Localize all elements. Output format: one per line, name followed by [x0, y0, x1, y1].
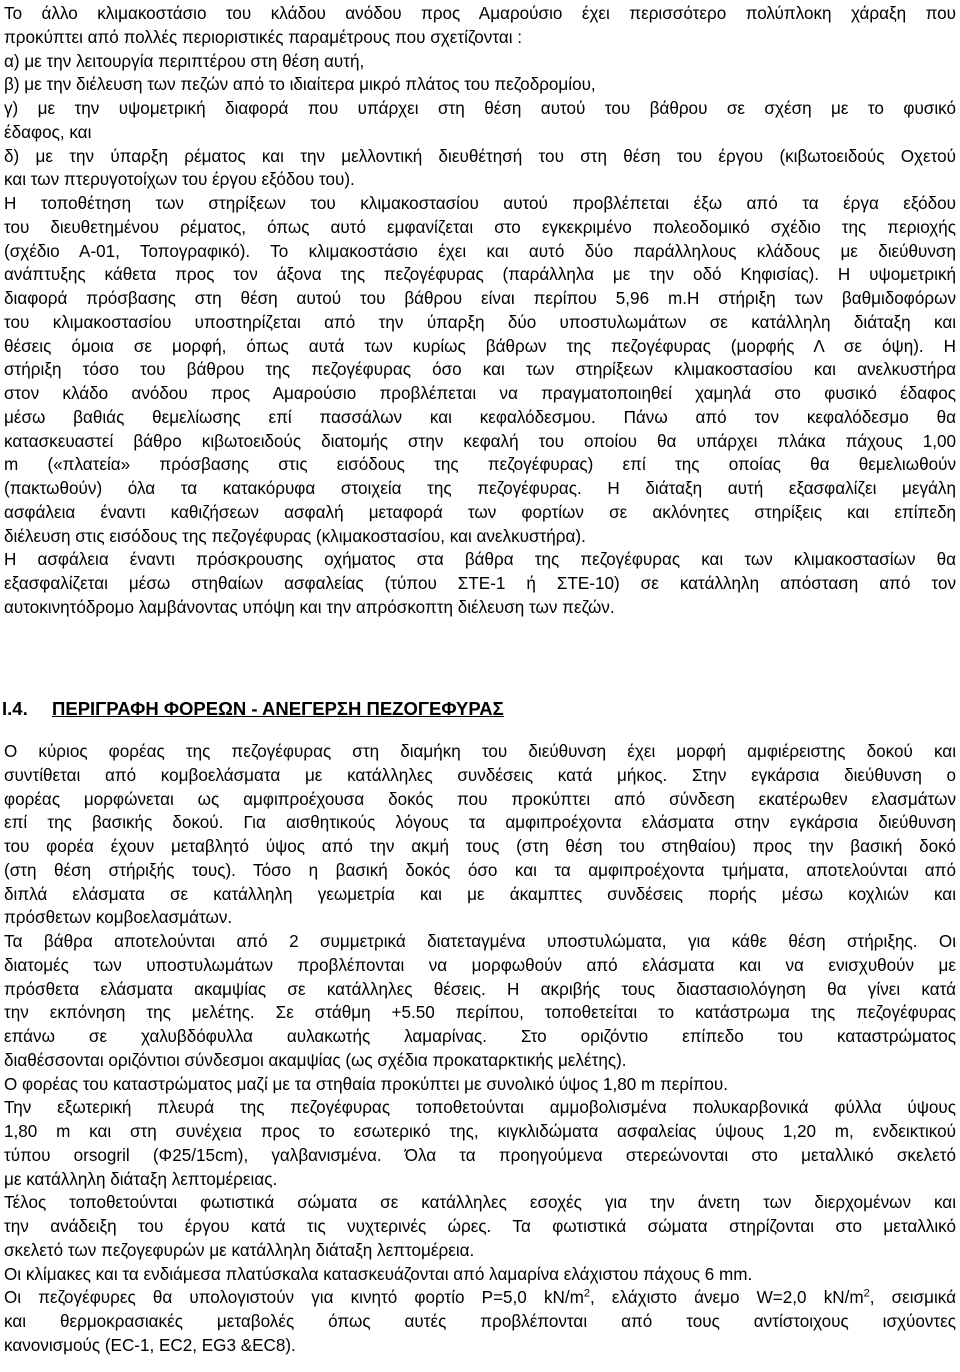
text-line [4, 1286, 956, 1310]
text-line: φορέας μορφώνεται ως αμφιπροέχουσα δοκός που προκύπτει από σύνδεση εκατέρωθεν ελασμάτων [4, 789, 956, 809]
text-line: συντίθεται από κομβοελάσματα με κατάλληλες συνδέσεις κατά μήκος. Στην εγκάρσια διεύθυνση ο [4, 765, 956, 785]
body-text-upper [4, 2, 956, 620]
text-line: του διευθετημένου ρέματος, όπως αυτό εμφανίζεται στο εγκεκριμένο πολεοδομικό σχέδιο της περιοχής [4, 217, 956, 237]
paragraph [4, 548, 956, 619]
text-line: Ο φορέας του καταστρώματος μαζί με τα στηθαία προκύπτει με συνολικό ύψος 1,80 m περίπου. [4, 1074, 729, 1094]
paragraph [4, 1263, 956, 1287]
text-line: διπλά ελάσματα σε κατάλληλη γεωμετρία και με άκαμπτες συνδέσεις πορής μέσω κοχλιών και [4, 884, 956, 904]
text-line: πρόσθετων κομβοελασμάτων. [4, 908, 233, 928]
text-line: και των πτερυγοτοίχων του έργου εξόδου του). [4, 170, 355, 190]
paragraph [4, 50, 956, 74]
text-line: σκελετό των πεζογεφυρών με κατάλληλη διάταξη λεπτομέρεια. [4, 1240, 475, 1260]
section-number: I.4. [2, 698, 28, 719]
paragraph [4, 1096, 956, 1191]
body-text-lower [4, 740, 956, 1358]
text-line: διατομές των υποστυλωμάτων προβλέπονται να μορφωθούν από ελάσματα και να ενισχυθούν με [4, 955, 956, 975]
text-line: β) με την διέλευση των πεζών από το ιδιαίτερα μικρό πλάτος του πεζοδρομίου, [4, 75, 596, 95]
text-line: Οι κλίμακες και τα ενδιάμεσα πλατύσκαλα κατασκευάζονται από λαμαρίνα ελάχιστου πάχους 6 mm. [4, 1264, 753, 1284]
text-line: (σχέδιο Α-01, Τοπογραφικό). Το κλιμακοστάσιο έχει και αυτό δύο παράλληλους κλάδους με διεύθυνση [4, 241, 956, 261]
text-line: Ο κύριος φορέας της πεζογέφυρας στη διαμήκη του διεύθυνση έχει μορφή αμφιέρειστης δοκού και [4, 742, 956, 761]
text-line: m («πλατεία» πρόσβασης στις εισόδους της πεζογέφυρας) επί της οποίας θα θεμελιωθούν [4, 455, 956, 475]
text-line: και θερμοκρασιακές μεταβολές όπως αυτές προβλέπονται από τους αντίστοιχους ισχύοντες [4, 1312, 956, 1331]
text-line: (στη θέση στήριξής τους). Τόσο η βασική δοκός όσο και τα αμφιπροέχοντα τμήματα, αποτελούνται από [4, 860, 956, 880]
text-line: προκύπτει από πολλές περιοριστικές παραμέτρους που σχετίζονται : [4, 27, 523, 47]
paragraph [4, 145, 956, 193]
paragraph [4, 1073, 956, 1097]
text-line: αυτοκινητόδρομο λαμβάνοντας υπόψη και την απρόσκοπτη διέλευση των πεζών. [4, 597, 615, 617]
paragraph [4, 73, 956, 97]
text-line: δ) με την ύπαρξη ρέματος και την μελλοντική διευθέτησή του στη θέση του έργου (κιβωτοειδούς Οχετού [4, 146, 956, 166]
text-line: (πακτωθούν) όλα τα κατακόρυφα στοιχεία της πεζογέφυρας. Η διάταξη αυτή εξασφαλίζει μεγάλη [4, 479, 956, 498]
paragraph [4, 97, 956, 145]
text-line: Την εξωτερική πλευρά της πεζογέφυρας τοποθετούνται αμμοβολισμένα πολυκαρβονικά φύλλα ύψους [4, 1098, 956, 1118]
text-line: θέσεις όμοια σε μορφή, όπως αυτά των κυρίως βάθρων της πεζογέφυρας (μορφής Λ σε όψη). Η [4, 336, 956, 356]
text-line: Το άλλο κλιμακοστάσιο του κλάδου ανόδου προς Αμαρούσιο έχει περισσότερο πολύπλοκη χάραξη που [4, 4, 956, 23]
text-line: Τα βάθρα αποτελούνται από 2 συμμετρικά διατεταγμένα υποστυλώματα, για κάθε θέση στήριξης. Οι [4, 932, 956, 951]
text-line: έδαφος, και [4, 122, 92, 142]
text-line: Η ασφάλεια έναντι πρόσκρουσης οχήματος στα βάθρα της πεζογέφυρας και των κλιμακοστασίων θα [4, 550, 956, 570]
text-line: του κλιμακοστασίου υποστηρίζεται από την ύπαρξη δύο υποστυλωμάτων σε κατάλληλη διάταξη και [4, 312, 956, 332]
text-line: 1,80 m και στη συνέχεια προς το εσωτερικό της, κιγκλιδώματα ασφαλείας ύψους 1,20 m, ενδεικτικού [4, 1122, 956, 1141]
superscript: 2 [583, 1287, 590, 1300]
section-heading [2, 697, 504, 721]
text-run: , ελάχιστο άνεμο W=2,0 kN/m [589, 1288, 864, 1308]
section-title: ΠΕΡΙΓΡΑΦΗ ΦΟΡΕΩΝ - ΑΝΕΓΕΡΣΗ ΠΕΖΟΓΕΦΥΡΑΣ [52, 698, 504, 719]
text-line: κανονισμούς (EC-1, EC2, EG3 &EC8). [4, 1335, 296, 1355]
text-line: διαθέσσονται οριζόντιοι σύνδεσμοι ακαμψίας (ως σχέδια προκαταρκτικής μελέτης). [4, 1050, 627, 1070]
text-line: την εκπόνηση της μελέτης. Σε στάθμη +5.50 περίπου, τοποθετείται το κατάστρωμα της πεζογέφυρας [4, 1003, 956, 1023]
text-line: με κατάλληλη διάταξη λεπτομέρειας. [4, 1169, 278, 1189]
paragraph [4, 1191, 956, 1262]
text-line: μέσω βαθιάς θεμελίωσης επί πασσάλων και κεφαλόδεσμου. Πάνω από τον κεφαλόδεσμο θα [4, 407, 956, 427]
text-line: του φορέα έχουν μεταβλητό ύψος από την ακμή τους (στη θέση του στηθαίου) προς την βασική δοκό [4, 837, 956, 856]
text-line: τύπου orsogril (Φ25/15cm), γαλβανισμένα. Όλα τα προηγούμενα στερεώνονται στο μεταλλικό σκελετό [4, 1145, 956, 1165]
text-line: εξασφαλίζεται μέσω στηθαίων ασφαλείας (τύπου ΣΤΕ-1 ή ΣΤΕ-10) σε κατάλληλη απόσταση από τον [4, 574, 956, 593]
text-line: στον κλάδο ανόδου προς Αμαρούσιο προβλέπεται να πραγματοποιηθεί χαμηλά στο φυσικό έδαφος [4, 384, 956, 403]
paragraph [4, 2, 956, 50]
text-line: κατασκευαστεί βάθρο κιβωτοειδούς διατομής στην κεφαλή του οποίου θα υπάρχει πλάκα πάχους 1,00 [4, 431, 956, 451]
text-line: α) με την λειτουργία περιπτέρου στη θέση αυτή, [4, 51, 365, 71]
text-line: ανάπτυξης κάθετα προς τον άξονα της πεζογέφυρας (παράλληλα με την οδό Κηφισίας). Η υψομετρική [4, 265, 956, 285]
text-line: επάνω σε χαλυβδόφυλλα αυλακωτής λαμαρίνας. Στο οριζόντιο επίπεδο του καταστρώματος [4, 1027, 956, 1046]
text-line: Η τοποθέτηση των στηρίξεων του κλιμακοστασίου αυτού προβλέπεται έξω από τα έργα εξόδου [4, 194, 956, 213]
superscript: 2 [863, 1287, 870, 1300]
text-line: ασφάλεια έναντι καθιζήσεων ασφαλή μεταφορά των φορτίων σε ακλόνητες στηρίξεις και επίπεδη [4, 502, 956, 522]
text-line: πρόσθετα ελάσματα ακαμψίας σε κατάλληλες θέσεις. Η ακριβής τους διαστασιολόγηση θα γίνει κατά [4, 979, 956, 999]
text-line: Τέλος τοποθετούνται φωτιστικά σώματα σε κατάλληλες εσοχές για την άνετη των διερχομένων και [4, 1193, 956, 1213]
paragraph-loads [4, 1286, 956, 1357]
text-line: γ) με την υψομετρική διαφορά που υπάρχει στη θέση αυτού του βάθρου σε σχέση με το φυσικό [4, 99, 956, 118]
paragraph [4, 192, 956, 548]
text-line: διαφορά πρόσβασης στη θέση αυτού του βάθρου είναι περίπου 5,96 m.Η στήριξη των βαθμιδοφόρων [4, 289, 956, 308]
paragraph [4, 930, 956, 1073]
text-run: , σεισμικά [869, 1288, 956, 1308]
text-line: στήριξη τόσο του βάθρου της πεζογέφυρας όσο και των στηρίξεων κλιμακοστασίου και ανελκυστήρα [4, 360, 956, 380]
text-line: την ανάδειξη του έργου κατά τις νυχτερινές ώρες. Τα φωτιστικά σώματα στηρίζονται στο μεταλλικό [4, 1217, 956, 1236]
paragraph [4, 740, 956, 930]
text-line: διέλευση στις εισόδους της πεζογέφυρας (κλιμακοστασίου, και ανελκυστήρα). [4, 526, 586, 546]
text-line: επί της βασικής δοκού. Για αισθητικούς λόγους τα αμφιπροέχοντα ελάσματα στην εγκάρσια διεύθυνση [4, 813, 956, 833]
text-run: Οι πεζογέφυρες θα υπολογιστούν για κινητό φορτίο P=5,0 kN/m [4, 1288, 584, 1308]
